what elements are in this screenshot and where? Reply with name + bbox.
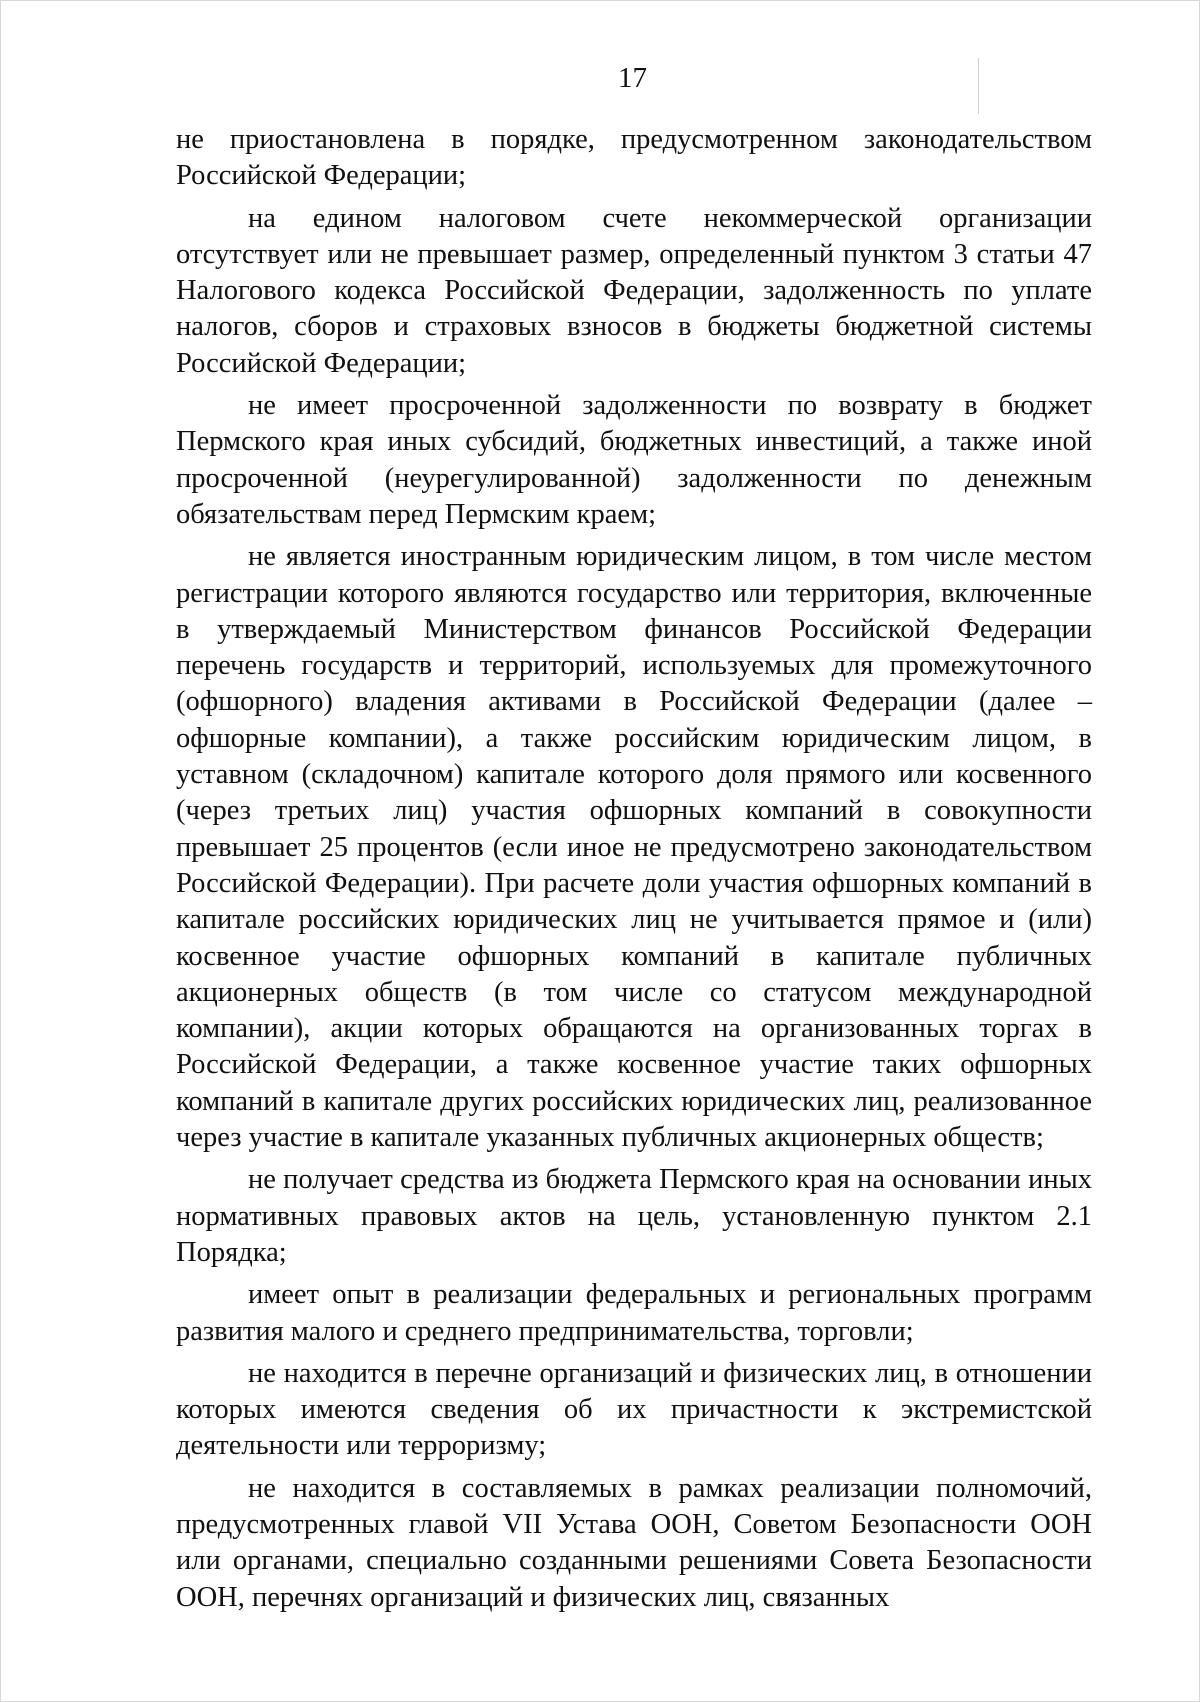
document-body: [176, 122, 1092, 1617]
paragraph-2: на едином налоговом счете некоммерческой организации отсутствует или не превышает размер, определенный пунктом 3 статьи 47 Налогового кодекса Российской Федерации, задолженность по уплате налогов, сборов и страховых взносов в бюджеты бюджетной системы Российской Федерации;: [176, 202, 1092, 379]
paragraph-8: не находится в составляемых в рамках реализации полномочий, предусмотренных главой VII Устава ООН, Советом Безопасности ООН или органами, специально созданными решениями Совета Безопасности ООН, перечнях организаций и физических лиц, связанных: [176, 1472, 1092, 1613]
paragraph-3: не имеет просроченной задолженности по возврату в бюджет Пермского края иных субсидий, бюджетных инвестиций, а также иной просроченной (неурегулированной) задолженности по денежным обязательствам перед Пермским краем;: [176, 390, 1092, 530]
paragraph-6: имеет опыт в реализации федеральных и региональных программ развития малого и среднего предпринимательства, торговли;: [176, 1279, 1092, 1347]
paragraph-4: не является иностранным юридическим лицом, в том числе местом регистрации которого являются государство или территория, включенные в утверждаемый Министерством финансов Российской Федерации перечень государств и территорий, используемых для промежуточного (офшорного) владения активами в Российской Федерации (далее – офшорные компании), а также российским юридическим лицом, в уставном (складочном) капитале которого доля прямого или косвенного (через третьих лиц) участия офшорных компаний в совокупности превышает 25 процентов (если иное не предусмотрено законодательством Российской Федерации). При расчете доли участия офшорных компаний в капитале российских юридических лиц не учитывается прямое и (или) косвенное участие офшорных компаний в капитале публичных акционерных обществ (в том числе со статусом международной компании), акции которых обращаются на организованных торгах в Российской Федерации, а также косвенное участие таких офшорных компаний в капитале других российских юридических лиц, реализованное через участие в капитале указанных публичных акционерных обществ;: [176, 541, 1092, 1154]
page-number: 17: [618, 62, 647, 94]
paragraph-1: не приостановлена в порядке, предусмотренном законодательством Российской Федерации;: [176, 124, 1092, 192]
paragraph-5: не получает средства из бюджета Пермского края на основании иных нормативных правовых актов на цель, установленную пунктом 2.1 Порядка;: [176, 1164, 1092, 1268]
paragraph-7: не находится в перечне организаций и физических лиц, в отношении которых имеются сведения об их причастности к экстремистской деятельности или терроризму;: [176, 1357, 1092, 1462]
